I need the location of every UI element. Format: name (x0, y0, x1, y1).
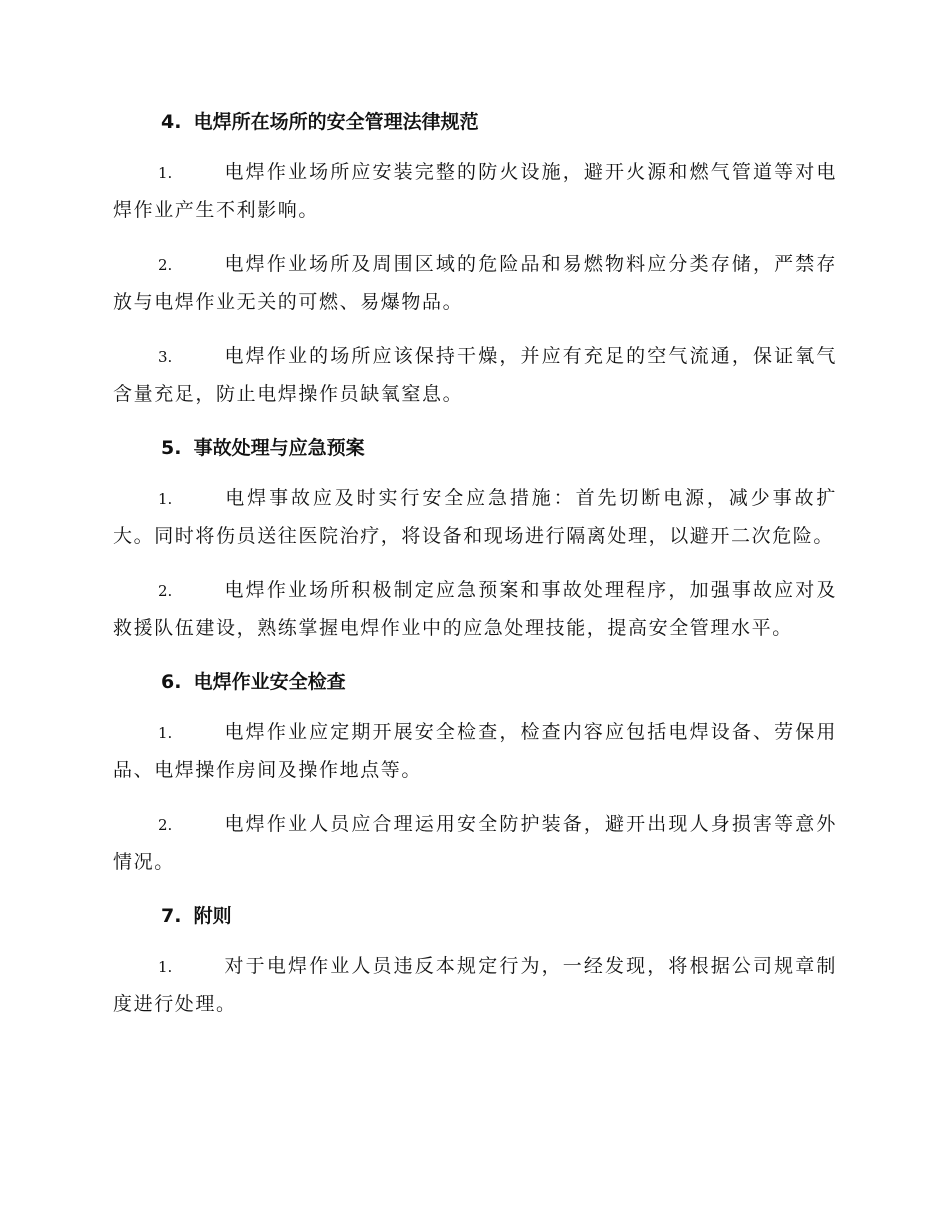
list-item (113, 806, 837, 881)
section-number: 6. (161, 671, 182, 693)
item-text: 电焊事故应及时实行安全应急措施：首先切断电源，减少事故扩大。同时将伤员送往医院治疗，将设备和现场进行隔离处理，以避开二次危险。 (113, 487, 837, 547)
item-text: 对于电焊作业人员违反本规定行为，一经发现，将根据公司规章制度进行处理。 (113, 955, 837, 1015)
section-number: 4. (161, 111, 182, 133)
item-number: 3. (158, 348, 173, 366)
section-title: 电焊作业安全检查 (193, 671, 346, 693)
list-item (113, 480, 837, 555)
section-title: 事故处理与应急预案 (193, 437, 365, 459)
list-item (113, 154, 837, 229)
list-item (113, 948, 837, 1023)
section-number: 7. (161, 905, 182, 927)
item-text: 电焊作业的场所应该保持干燥，并应有充足的空气流通，保证氧气含量充足，防止电焊操作员缺氧窒息。 (113, 345, 837, 405)
document-body (113, 104, 837, 1023)
item-number: 2. (158, 816, 173, 834)
item-number: 1. (158, 164, 173, 182)
list-item (113, 572, 837, 647)
item-text: 电焊作业场所及周围区域的危险品和易燃物料应分类存储，严禁存放与电焊作业无关的可燃、易爆物品。 (113, 253, 837, 313)
section-heading (113, 430, 837, 466)
item-number: 1. (158, 958, 173, 976)
item-number: 1. (158, 490, 173, 508)
item-text: 电焊作业应定期开展安全检查，检查内容应包括电焊设备、劳保用品、电焊操作房间及操作地点等。 (113, 721, 837, 781)
item-number: 2. (158, 256, 173, 274)
item-text: 电焊作业人员应合理运用安全防护装备，避开出现人身损害等意外情况。 (113, 813, 837, 873)
section-heading (113, 664, 837, 700)
section-number: 5. (161, 437, 182, 459)
section-heading (113, 104, 837, 140)
section-title: 附则 (193, 905, 232, 927)
section-title: 电焊所在场所的安全管理法律规范 (193, 111, 479, 133)
item-number: 1. (158, 724, 173, 742)
item-text: 电焊作业场所应安装完整的防火设施，避开火源和燃气管道等对电焊作业产生不利影响。 (113, 161, 837, 221)
list-item (113, 246, 837, 321)
item-text: 电焊作业场所积极制定应急预案和事故处理程序，加强事故应对及救援队伍建设，熟练掌握电焊作业中的应急处理技能，提高安全管理水平。 (113, 579, 837, 639)
list-item (113, 714, 837, 789)
list-item (113, 338, 837, 413)
section-heading (113, 898, 837, 934)
item-number: 2. (158, 582, 173, 600)
